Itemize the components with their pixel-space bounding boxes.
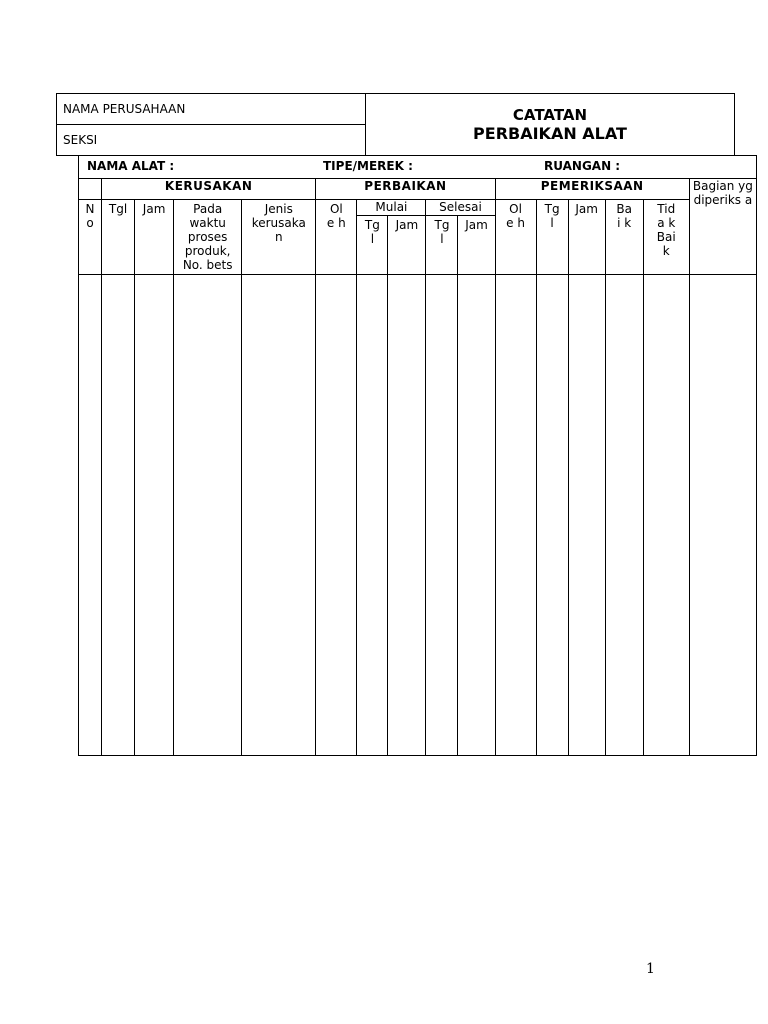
- col-oleh-pemeriksaan-label: Ole h: [506, 202, 525, 230]
- section-label: SEKSI: [63, 133, 98, 147]
- body-cell[interactable]: [242, 275, 316, 756]
- info-row: [79, 156, 757, 179]
- col-mulai-tgl-label: Tg l: [364, 218, 380, 246]
- col-mulai-jam: [388, 216, 426, 275]
- table-body-row: [79, 275, 757, 756]
- body-cell[interactable]: [458, 275, 495, 756]
- title-box: [365, 93, 735, 156]
- section-box: [56, 124, 366, 156]
- tipe-merek-label: TIPE/MEREK :: [323, 159, 413, 173]
- body-cell[interactable]: [135, 275, 174, 756]
- col-tidak-baik: [643, 200, 689, 275]
- title-line-1: CATATAN: [512, 106, 588, 124]
- body-cell[interactable]: [79, 275, 102, 756]
- body-cell[interactable]: [605, 275, 643, 756]
- col-jam-label: Jam: [142, 202, 166, 216]
- group-kerusakan: KERUSAKAN: [102, 179, 316, 200]
- col-oleh-perbaikan-label: Ole h: [326, 202, 346, 230]
- company-name-box: [56, 93, 366, 125]
- col-jenis-label: Jenis kerusaka n: [251, 202, 306, 244]
- group-perbaikan: PERBAIKAN: [316, 179, 495, 200]
- col-baik: [605, 200, 643, 275]
- col-no: [79, 200, 102, 275]
- col-pem-tgl: [536, 200, 568, 275]
- col-tidak-baik-label: Tida k Baik: [656, 202, 676, 258]
- col-jam: [135, 200, 174, 275]
- body-cell[interactable]: [388, 275, 426, 756]
- col-selesai-jam-label: Jam: [465, 218, 488, 232]
- col-baik-label: Bai k: [616, 202, 632, 230]
- body-cell[interactable]: [689, 275, 756, 756]
- col-mulai-tgl: [357, 216, 388, 275]
- col-jenis-kerusakan: [242, 200, 316, 275]
- col-pem-tgl-label: Tg l: [544, 202, 560, 230]
- bagian-diperiksa-label: Bagian yg diperiks a: [692, 179, 753, 207]
- repair-log-table: [78, 155, 757, 756]
- col-selesai: Selesai: [426, 200, 495, 216]
- column-header-row: [79, 200, 757, 216]
- col-selesai-tgl-label: Tg l: [434, 218, 450, 246]
- col-pada-waktu-label: Pada waktu proses produk, No. bets: [182, 202, 233, 272]
- body-cell[interactable]: [495, 275, 536, 756]
- title-line-2: PERBAIKAN ALAT: [473, 124, 627, 143]
- col-oleh-perbaikan: [316, 200, 357, 275]
- ruangan-label: RUANGAN :: [544, 159, 621, 173]
- col-pem-jam-label: Jam: [575, 202, 598, 216]
- col-pem-jam: [568, 200, 605, 275]
- nama-alat-label: NAMA ALAT :: [87, 159, 175, 173]
- group-row: [79, 179, 757, 200]
- col-mulai: Mulai: [357, 200, 426, 216]
- body-cell[interactable]: [536, 275, 568, 756]
- col-pada-waktu: [174, 200, 242, 275]
- body-cell[interactable]: [316, 275, 357, 756]
- body-cell[interactable]: [174, 275, 242, 756]
- col-selesai-jam: [458, 216, 495, 275]
- col-mulai-jam-label: Jam: [395, 218, 419, 232]
- body-cell[interactable]: [643, 275, 689, 756]
- body-cell[interactable]: [102, 275, 135, 756]
- col-bagian-diperiksa: [689, 179, 756, 275]
- body-cell[interactable]: [426, 275, 458, 756]
- body-cell[interactable]: [357, 275, 388, 756]
- col-no-label: N o: [85, 202, 95, 230]
- group-pemeriksaan: PEMERIKSAAN: [495, 179, 689, 200]
- body-cell[interactable]: [568, 275, 605, 756]
- col-tgl: [102, 200, 135, 275]
- col-selesai-tgl: [426, 216, 458, 275]
- col-tgl-label: Tgl: [108, 202, 128, 216]
- col-oleh-pemeriksaan: [495, 200, 536, 275]
- page-number: 1: [646, 961, 655, 977]
- group-empty-no: [79, 179, 102, 200]
- info-cell: [79, 156, 757, 179]
- company-name-label: NAMA PERUSAHAAN: [63, 102, 186, 116]
